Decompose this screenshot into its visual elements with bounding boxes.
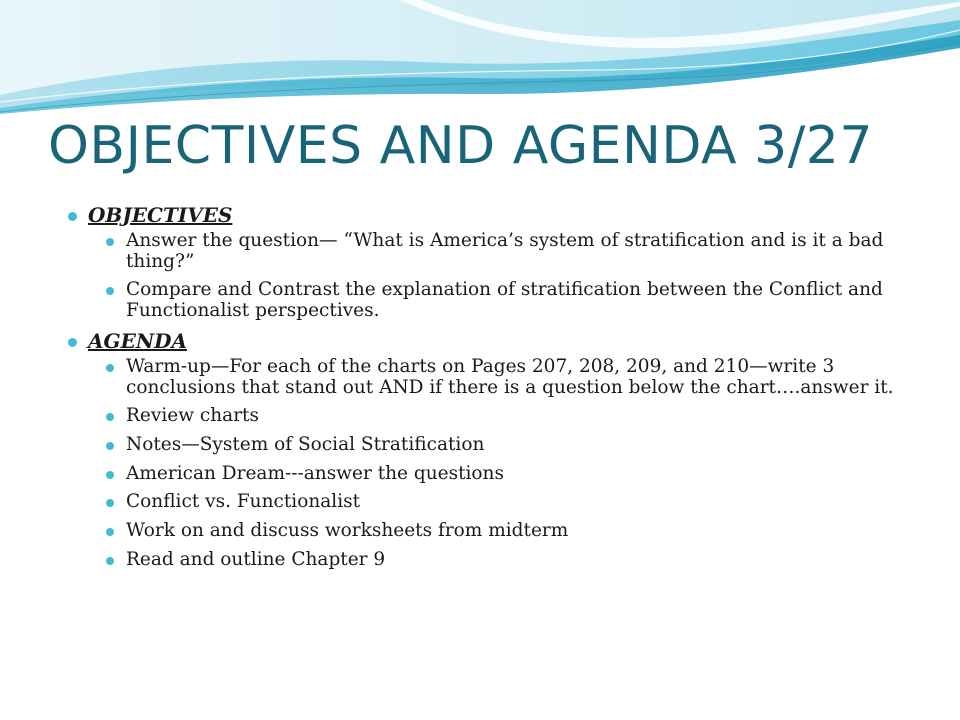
objectives-list bbox=[88, 231, 918, 322]
list-item-text: Review charts bbox=[126, 405, 259, 427]
list-item bbox=[88, 280, 918, 321]
agenda-list bbox=[88, 357, 918, 571]
list-item bbox=[88, 406, 918, 427]
list-item-text: Read and outline Chapter 9 bbox=[126, 548, 386, 570]
bullet-dot-icon bbox=[106, 528, 114, 536]
section-heading: OBJECTIVES bbox=[88, 203, 233, 227]
slide-title: OBJECTIVES AND AGENDA 3/27 bbox=[48, 116, 873, 176]
list-item-text: American Dream---answer the questions bbox=[126, 462, 504, 484]
list-item-text: Compare and Contrast the explanation of stratification between the Conflict and Functionalist perspectives. bbox=[126, 279, 883, 322]
list-item-text: Answer the question— “What is America’s system of stratification and is it a bad thing?” bbox=[126, 230, 884, 272]
bullet-dot-icon bbox=[106, 364, 114, 372]
list-item bbox=[88, 464, 918, 485]
bullet-dot-icon bbox=[106, 471, 114, 479]
list-item bbox=[88, 550, 918, 571]
bullet-dot-icon bbox=[106, 442, 114, 450]
slide-content bbox=[68, 200, 918, 579]
section-heading: AGENDA bbox=[88, 328, 187, 353]
main-bullet-list bbox=[68, 204, 918, 571]
section-agenda bbox=[68, 330, 918, 571]
bullet-dot-icon bbox=[68, 212, 77, 221]
bullet-dot-icon bbox=[106, 238, 114, 246]
bullet-dot-icon bbox=[106, 287, 114, 295]
list-item bbox=[88, 435, 918, 456]
list-item-text: Conflict vs. Functionalist bbox=[126, 491, 361, 513]
list-item bbox=[88, 231, 918, 272]
list-item-text: Notes—System of Social Stratification bbox=[126, 434, 485, 456]
list-item-text: Warm-up—For each of the charts on Pages 207, 208, 209, and 210—write 3 conclusions that stand out AND if there is a question below the chart….answer it. bbox=[126, 355, 894, 398]
bullet-dot-icon bbox=[106, 557, 114, 565]
section-objectives bbox=[68, 204, 918, 322]
bullet-dot-icon bbox=[106, 499, 114, 507]
list-item bbox=[88, 357, 918, 398]
bullet-dot-icon bbox=[106, 413, 114, 421]
list-item bbox=[88, 521, 918, 542]
header-wave-decoration bbox=[0, 0, 960, 130]
list-item-text: Work on and discuss worksheets from midterm bbox=[126, 520, 569, 542]
list-item bbox=[88, 492, 918, 513]
bullet-dot-icon bbox=[68, 338, 77, 347]
